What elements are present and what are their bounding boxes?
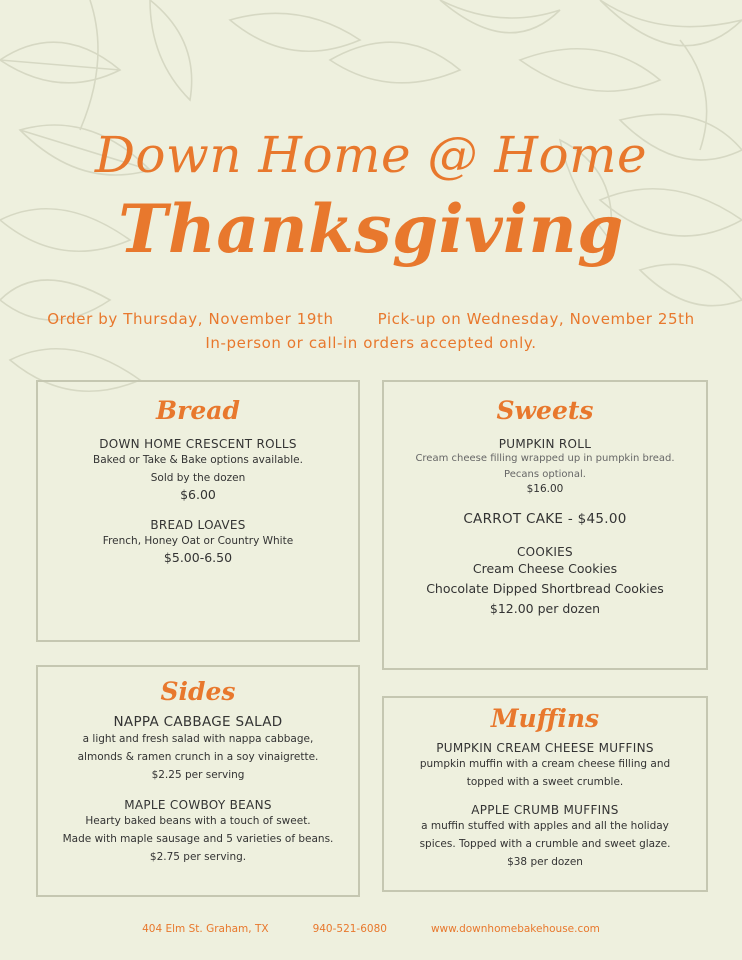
page-title: Down Home @ Home	[94, 126, 648, 184]
muffins-item-name: PUMPKIN CREAM CHEESE MUFFINS	[436, 741, 654, 755]
sweets-item-description: Cream cheese filling wrapped up in pumpkin bread.	[415, 453, 675, 464]
sides-item-name: MAPLE COWBOY BEANS	[124, 798, 272, 812]
bread-item-description: Sold by the dozen	[150, 472, 246, 484]
sides-item-description: almonds & ramen crunch in a soy vinaigrette.	[77, 751, 319, 763]
sides-item-name: NAPPA CABBAGE SALAD	[113, 714, 283, 730]
order-by-text: Order by Thursday, November 19th	[47, 310, 334, 328]
bread-item-price: $5.00-6.50	[163, 550, 233, 565]
muffins-item-description: spices. Topped with a crumble and sweet glaze.	[419, 838, 671, 850]
sides-item-description: Hearty baked beans with a touch of sweet.	[85, 815, 311, 827]
footer	[0, 923, 742, 935]
muffins-item-name: APPLE CRUMB MUFFINS	[471, 803, 619, 817]
sweets-item-option: Chocolate Dipped Shortbread Cookies	[426, 581, 664, 596]
muffins-section	[382, 696, 708, 892]
pickup-text: Pick-up on Wednesday, November 25th	[377, 310, 695, 328]
muffins-item-price: $38 per dozen	[507, 856, 583, 868]
muffins-item-description: pumpkin muffin with a cream cheese filling and	[419, 758, 671, 770]
sides-item-price: $2.75 per serving.	[149, 851, 247, 863]
sides-item-description: a light and fresh salad with nappa cabbage,	[82, 733, 314, 745]
sweets-item-price: $12.00 per dozen	[489, 601, 601, 616]
sweets-item-name: CARROT CAKE - $45.00	[463, 511, 627, 527]
sides-section	[36, 665, 360, 897]
bread-item-description: Baked or Take & Bake options available.	[93, 454, 303, 466]
bread-title: Bread	[156, 396, 240, 425]
bread-item-name: DOWN HOME CRESCENT ROLLS	[99, 437, 297, 451]
footer-website-link[interactable]: www.downhomebakehouse.com	[430, 923, 600, 935]
sweets-item-option: Cream Cheese Cookies	[472, 561, 618, 576]
sides-title: Sides	[160, 677, 236, 706]
muffins-item-description: a muffin stuffed with apples and all the holiday	[421, 820, 669, 832]
muffins-item-description: topped with a sweet crumble.	[466, 776, 624, 788]
sweets-section	[382, 380, 708, 670]
sweets-title: Sweets	[496, 396, 594, 425]
bread-section	[36, 380, 360, 642]
orders-note: In-person or call-in orders accepted only.	[205, 334, 537, 352]
sides-item-price: $2.25 per serving	[151, 769, 245, 781]
sweets-item-price: $16.00	[526, 483, 564, 495]
footer-address: 404 Elm St. Graham, TX	[142, 923, 269, 935]
sweets-item-name: PUMPKIN ROLL	[498, 437, 592, 451]
muffins-title: Muffins	[490, 704, 600, 733]
page-subtitle: Thanksgiving	[118, 190, 624, 268]
sweets-item-name: COOKIES	[517, 545, 573, 559]
bread-item-description: French, Honey Oat or Country White	[102, 535, 294, 547]
footer-phone[interactable]: 940-521-6080	[312, 923, 387, 935]
sides-item-description: Made with maple sausage and 5 varieties of beans.	[62, 833, 334, 845]
sweets-item-description: Pecans optional.	[504, 469, 586, 480]
bread-item-name: BREAD LOAVES	[150, 518, 246, 532]
order-dates	[0, 310, 742, 328]
bread-item-price: $6.00	[180, 487, 216, 502]
